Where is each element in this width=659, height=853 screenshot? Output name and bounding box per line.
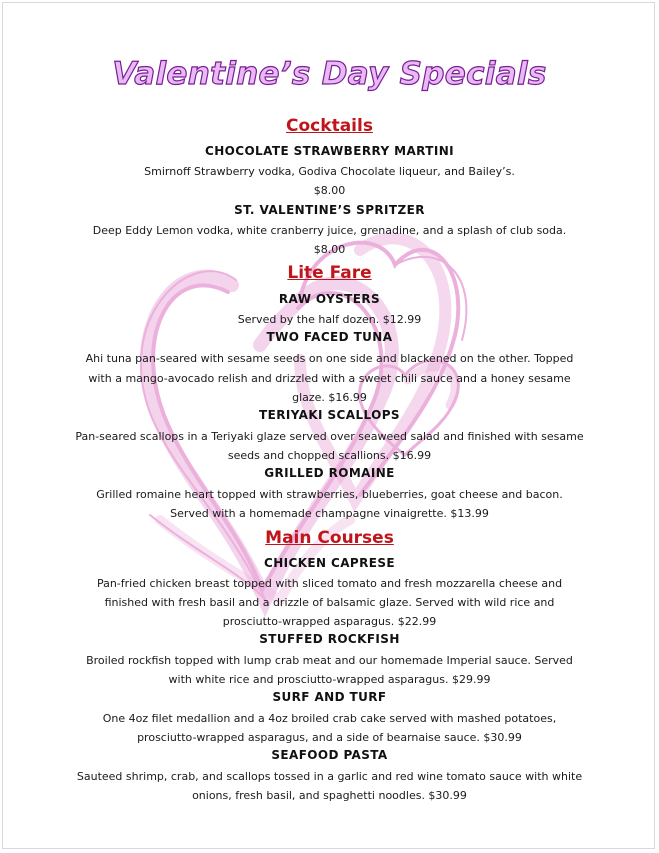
item-description: Served by the half dozen. $12.99 [237, 313, 422, 326]
item-name: ST. VALENTINE’S SPRITZER [234, 203, 425, 217]
item-description: prosciutto-wrapped asparagus, and a side of bearnaise sauce. $30.99 [137, 731, 522, 744]
item-description: seeds and chopped scallions. $16.99 [227, 449, 432, 462]
item-description: Pan-fried chicken breast topped with sliced tomato and fresh mozzarella cheese and [96, 577, 563, 590]
item-description: Smirnoff Strawberry vodka, Godiva Chocolate liqueur, and Bailey’s. [144, 165, 515, 178]
item-description: Pan-seared scallops in a Teriyaki glaze served over seaweed salad and finished with sesame [75, 430, 584, 443]
item-description: Served with a homemade champagne vinaigrette. $13.99 [170, 507, 489, 520]
item-name: TERIYAKI SCALLOPS [259, 408, 400, 422]
item-description: Grilled romaine heart topped with strawberries, blueberries, goat cheese and bacon. [96, 488, 563, 501]
item-name: CHICKEN CAPRESE [263, 556, 395, 570]
item-name: STUFFED ROCKFISH [259, 632, 400, 646]
item-description: One 4oz filet medallion and a 4oz broiled crab cake served with mashed potatoes, [102, 712, 557, 725]
item-description: Sauteed shrimp, crab, and scallops tossed in a garlic and red wine tomato sauce with white [76, 770, 583, 783]
item-name: RAW OYSTERS [278, 292, 381, 306]
item-description: prosciutto-wrapped asparagus. $22.99 [222, 615, 437, 628]
item-description: Ahi tuna pan-seared with sesame seeds on one side and blackened on the other. Topped [85, 352, 574, 365]
item-description: with white rice and prosciutto-wrapped asparagus. $29.99 [168, 673, 491, 686]
item-price: $8.00 [313, 243, 346, 256]
item-price: $8.00 [313, 184, 346, 197]
item-description: with a mango-avocado relish and drizzled with a sweet chili sauce and a honey sesame [88, 372, 571, 385]
item-name: SURF AND TURF [272, 690, 387, 704]
item-description: glaze. $16.99 [292, 391, 367, 404]
item-name: SEAFOOD PASTA [271, 748, 388, 762]
item-name: TWO FACED TUNA [266, 330, 393, 344]
item-description: finished with fresh basil and a drizzle of balsamic glaze. Served with wild rice and [104, 596, 555, 609]
item-description: Broiled rockfish topped with lump crab meat and our homemade Imperial sauce. Served [86, 654, 573, 667]
item-name: GRILLED ROMAINE [264, 466, 395, 480]
section-heading-lite-fare: Lite Fare [287, 263, 372, 283]
item-description: Deep Eddy Lemon vodka, white cranberry juice, grenadine, and a splash of club soda. [92, 224, 567, 237]
section-heading-cocktails: Cocktails [286, 116, 373, 136]
section-heading-main-courses: Main Courses [265, 528, 394, 548]
item-name: CHOCOLATE STRAWBERRY MARTINI [205, 144, 454, 158]
item-description: onions, fresh basil, and spaghetti noodles. $30.99 [192, 789, 467, 802]
page-title: Valentine’s Day Specials [112, 56, 547, 92]
